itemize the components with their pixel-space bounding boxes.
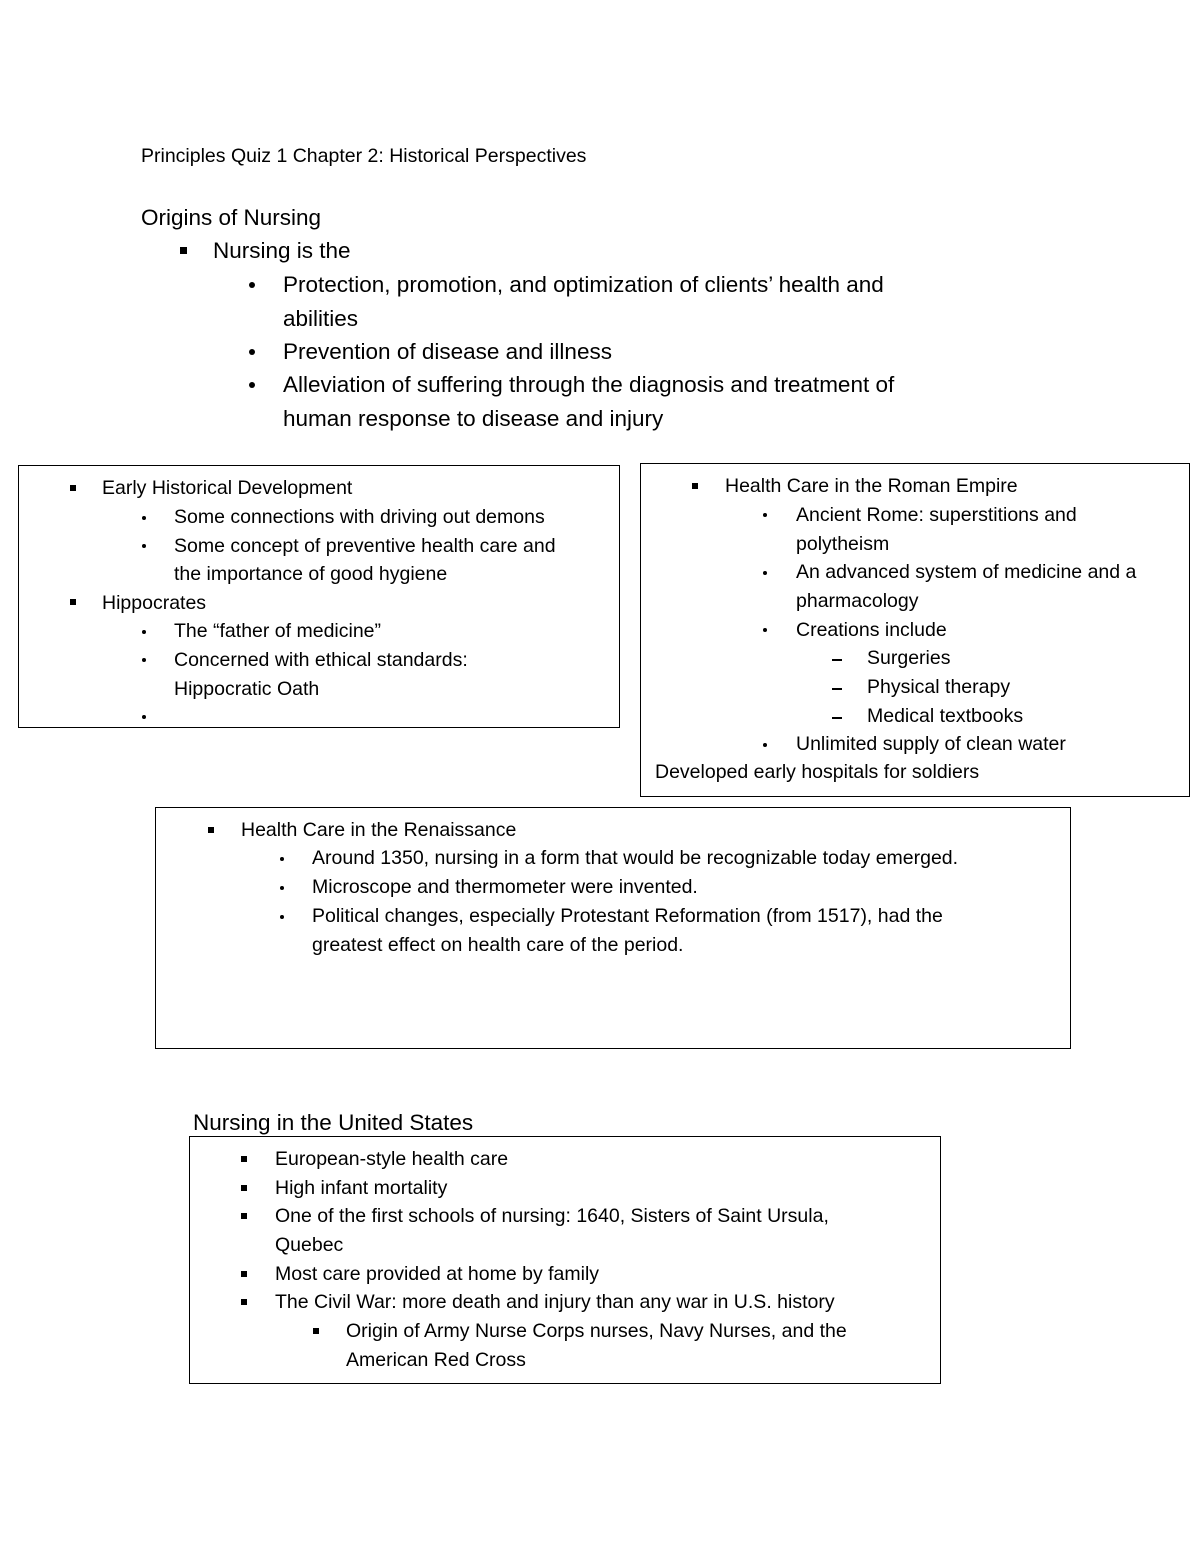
hippocrates-point: The “father of medicine” [174, 620, 382, 642]
renaissance-point: Political changes, especially Protestant Reformation (from 1517), had the [312, 905, 943, 927]
origins-point-continued: human response to disease and injury [283, 406, 664, 431]
square-bullet-icon [70, 599, 76, 605]
origins-point: Alleviation of suffering through the diagnosis and treatment of [283, 372, 895, 397]
bullet-icon [763, 628, 767, 632]
origins-point: Protection, promotion, and optimization of clients’ health and [283, 272, 884, 297]
square-bullet-icon [692, 483, 698, 489]
early-history-heading: Early Historical Development [102, 477, 353, 499]
roman-empire-note: Developed early hospitals for soldiers [655, 761, 980, 783]
square-bullet-icon [208, 827, 214, 833]
us-point: The Civil War: more death and injury than any war in U.S. history [275, 1291, 835, 1313]
bullet-icon [142, 630, 146, 634]
early-history-point: Some concept of preventive health care and [174, 535, 556, 557]
bullet-icon [763, 513, 767, 517]
origins-point-continued: abilities [283, 306, 359, 331]
roman-creation: Medical textbooks [867, 705, 1024, 727]
bullet-icon [142, 544, 146, 548]
renaissance-point: Around 1350, nursing in a form that would be recognizable today emerged. [312, 847, 959, 869]
origins-point: Prevention of disease and illness [283, 339, 612, 364]
square-bullet-icon [313, 1328, 319, 1334]
square-bullet-icon [241, 1271, 247, 1277]
bullet-icon [763, 743, 767, 747]
roman-empire-point-continued: pharmacology [796, 590, 919, 612]
dash-bullet-icon [832, 717, 842, 719]
bullet-icon [280, 857, 284, 861]
dash-bullet-icon [832, 688, 842, 690]
page-title: Principles Quiz 1 Chapter 2: Historical Perspectives [141, 145, 587, 167]
roman-creation: Physical therapy [867, 676, 1011, 698]
us-point: High infant mortality [275, 1177, 448, 1199]
hippocrates-heading: Hippocrates [102, 592, 207, 614]
square-bullet-icon [180, 247, 187, 254]
square-bullet-icon [70, 485, 76, 491]
bullet-icon [249, 282, 255, 288]
us-subpoint-continued: American Red Cross [346, 1349, 526, 1371]
bullet-icon [763, 571, 767, 575]
roman-empire-point: Unlimited supply of clean water [796, 733, 1066, 755]
roman-empire-point: An advanced system of medicine and a [796, 561, 1137, 583]
roman-empire-heading: Health Care in the Roman Empire [725, 475, 1018, 497]
square-bullet-icon [241, 1185, 247, 1191]
square-bullet-icon [241, 1213, 247, 1219]
bullet-icon [142, 715, 146, 719]
bullet-icon [249, 349, 255, 355]
bullet-icon [142, 658, 146, 662]
us-point-continued: Quebec [275, 1234, 344, 1256]
roman-creation: Surgeries [867, 647, 951, 669]
dash-bullet-icon [832, 659, 842, 661]
us-point: Most care provided at home by family [275, 1263, 600, 1285]
bullet-icon [142, 516, 146, 520]
roman-empire-point-continued: polytheism [796, 533, 890, 555]
hippocrates-point-continued: Hippocratic Oath [174, 678, 320, 700]
origins-heading: Origins of Nursing [141, 205, 322, 230]
bullet-icon [280, 915, 284, 919]
bullet-icon [280, 886, 284, 890]
us-heading: Nursing in the United States [193, 1110, 474, 1135]
us-subpoint: Origin of Army Nurse Corps nurses, Navy Nurses, and the [346, 1320, 847, 1342]
us-point: European-style health care [275, 1148, 509, 1170]
square-bullet-icon [241, 1156, 247, 1162]
hippocrates-point: Concerned with ethical standards: [174, 649, 468, 671]
renaissance-point: Microscope and thermometer were invented. [312, 876, 698, 898]
bullet-icon [249, 382, 255, 388]
roman-empire-point: Creations include [796, 619, 947, 641]
renaissance-heading: Health Care in the Renaissance [241, 819, 517, 841]
us-point: One of the first schools of nursing: 1640, Sisters of Saint Ursula, [275, 1205, 829, 1227]
renaissance-point-continued: greatest effect on health care of the period. [312, 934, 684, 956]
roman-empire-point: Ancient Rome: superstitions and [796, 504, 1077, 526]
square-bullet-icon [241, 1299, 247, 1305]
early-history-point-continued: the importance of good hygiene [174, 563, 448, 585]
early-history-point: Some connections with driving out demons [174, 506, 545, 528]
origins-item: Nursing is the [213, 238, 351, 263]
